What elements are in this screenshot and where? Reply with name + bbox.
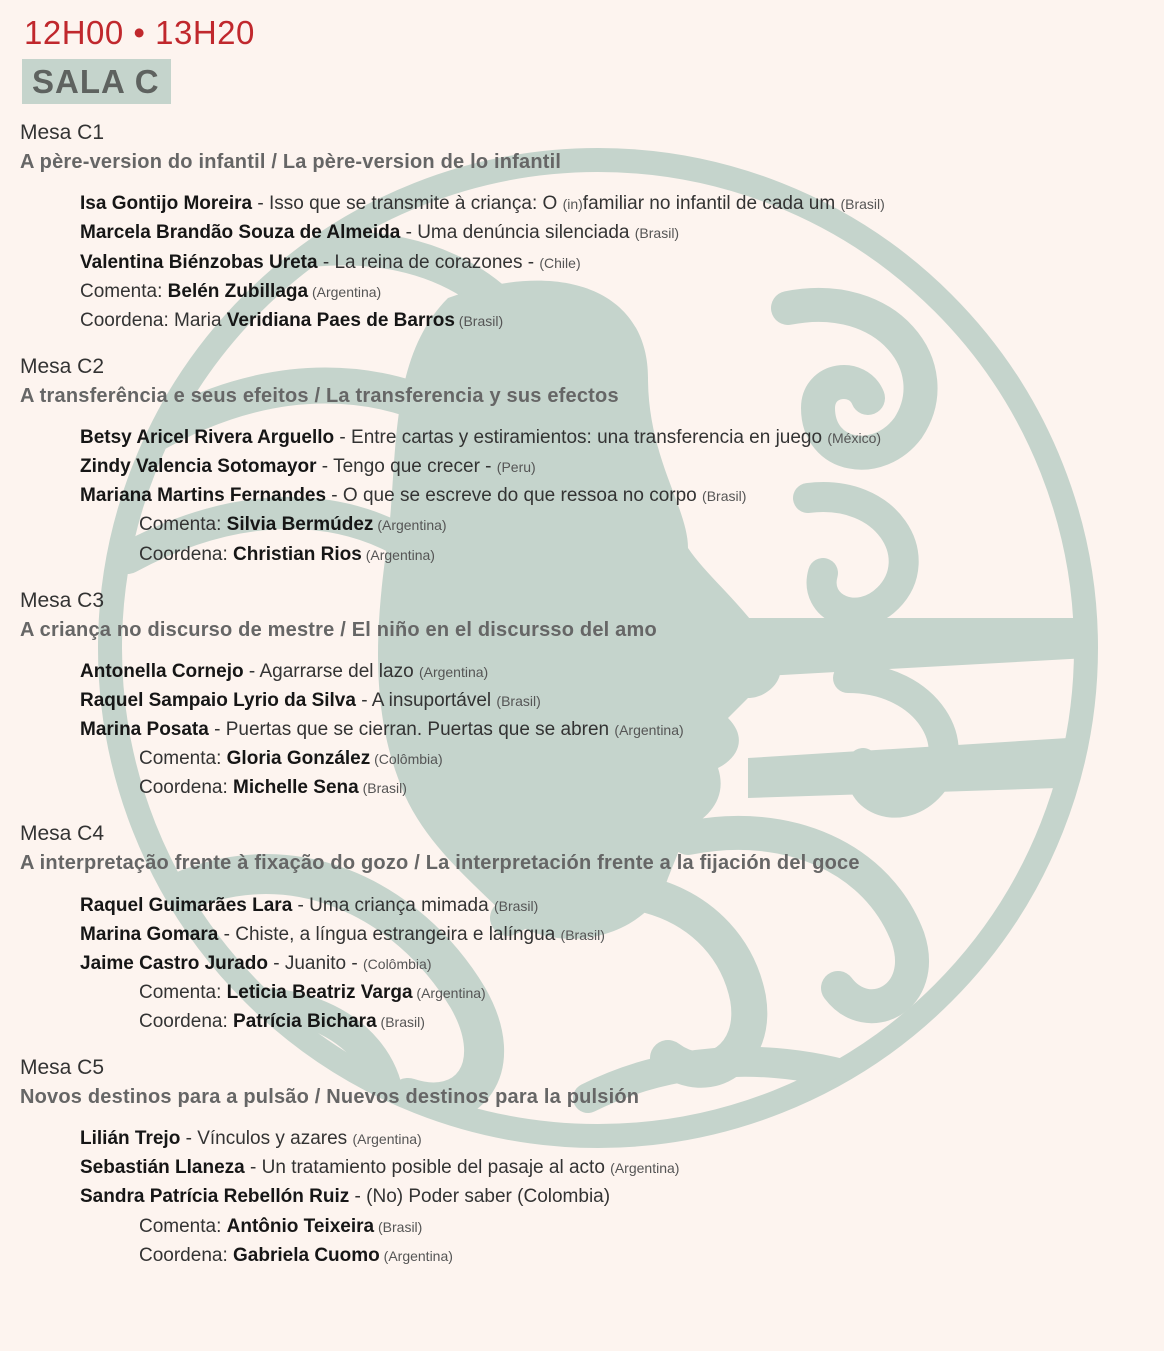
- commentator-name: Gloria González: [226, 748, 371, 769]
- coordena-row: Coordena: Christian Rios (Argentina): [139, 544, 435, 565]
- talk-title: Entre cartas y estiramientos: una transferencia en juego: [351, 427, 828, 448]
- talk-row: Zindy Valencia Sotomayor - Tengo que crecer - (Peru): [80, 456, 536, 477]
- talk-row: Marina Gomara - Chiste, a língua estrangeira e lalíngua (Brasil): [80, 924, 605, 945]
- talk-title: familiar no infantil de cada um: [582, 193, 841, 214]
- country: (Brasil): [376, 1014, 425, 1030]
- speaker-name: Zindy Valencia Sotomayor: [80, 456, 317, 477]
- talk-title: Tengo que crecer -: [333, 456, 497, 477]
- country: (Brasil): [840, 196, 885, 212]
- speaker-name: Raquel Guimarães Lara: [80, 895, 293, 916]
- comenta-row: Comenta: Gloria González (Colômbia): [139, 748, 443, 769]
- comenta-row: Comenta: Leticia Beatriz Varga (Argentina): [139, 982, 486, 1003]
- mesa-c3-title: A criança no discurso de mestre / El niño en el discursso del amo: [20, 619, 657, 641]
- speaker-name: Lilián Trejo: [80, 1128, 181, 1149]
- talk-row: Mariana Martins Fernandes - O que se escreve do que ressoa no corpo (Brasil): [80, 485, 747, 506]
- mesa-c2-title: A transferência e seus efeitos / La transferencia y sus efectos: [20, 385, 619, 407]
- talk-title-prefix: (in): [562, 196, 583, 212]
- country: (Argentina): [352, 1131, 422, 1147]
- speaker-name: Sandra Patrícia Rebellón Ruiz: [80, 1186, 350, 1207]
- talk-title: Un tratamiento posible del pasaje al acto: [261, 1157, 611, 1178]
- talk-title: O que se escreve do que ressoa no corpo: [342, 485, 703, 506]
- country: (Argentina): [379, 1248, 453, 1264]
- mesa-c1-label: Mesa C1: [20, 121, 105, 144]
- talk-row: Sebastián Llaneza - Un tratamiento posible del pasaje al acto (Argentina): [80, 1157, 680, 1178]
- country: (Colômbia): [363, 956, 432, 972]
- talk-title: Vínculos y azares: [197, 1128, 353, 1149]
- country: (Argentina): [361, 547, 435, 563]
- talk-row: Valentina Biénzobas Ureta - La reina de corazones - (Chile): [80, 252, 581, 273]
- country: (Argentina): [412, 985, 486, 1001]
- talk-title: Uma denúncia silenciada: [417, 222, 635, 243]
- speaker-name: Marcela Brandão Souza de Almeida: [80, 222, 401, 243]
- country: (Argentina): [418, 664, 489, 680]
- speaker-name: Antonella Cornejo: [80, 661, 244, 682]
- talk-title: Puertas que se cierran. Puertas que se abren: [225, 719, 615, 740]
- coordena-row: Coordena: Michelle Sena (Brasil): [139, 777, 407, 798]
- talk-row: Marina Posata - Puertas que se cierran. Puertas que se abren (Argentina): [80, 719, 684, 740]
- country: (Argentina): [373, 517, 447, 533]
- comenta-row: Comenta: Belén Zubillaga (Argentina): [80, 281, 382, 302]
- speaker-name: Marina Posata: [80, 719, 209, 740]
- country: (Colômbia): [370, 751, 443, 767]
- country: (Peru): [496, 459, 536, 475]
- talk-row: Jaime Castro Jurado - Juanito - (Colômbia): [80, 953, 432, 974]
- comenta-row: Comenta: Antônio Teixeira (Brasil): [139, 1216, 423, 1237]
- talk-title: Isso que se transmite à criança: O: [268, 193, 563, 214]
- country: (Brasil): [560, 927, 605, 943]
- coordinator-name: Michelle Sena: [233, 777, 359, 798]
- commentator-name: Belén Zubillaga: [167, 281, 309, 302]
- talk-title: Uma criança mimada: [309, 895, 494, 916]
- talk-row: Raquel Sampaio Lyrio da Silva - A insuportável (Brasil): [80, 690, 541, 711]
- speaker-name: Mariana Martins Fernandes: [80, 485, 327, 506]
- talk-title: Juanito -: [284, 953, 364, 974]
- mesa-c1-title: A père-version do infantil / La père-version de lo infantil: [20, 151, 562, 173]
- country: (Brasil): [374, 1219, 423, 1235]
- talk-row: Raquel Guimarães Lara - Uma criança mimada (Brasil): [80, 895, 539, 916]
- talk-title: Chiste, a língua estrangeira e lalíngua: [235, 924, 561, 945]
- mesa-c4-label: Mesa C4: [20, 822, 105, 845]
- country: (Brasil): [634, 225, 680, 241]
- country: (Brasil): [702, 488, 747, 504]
- talk-row: Antonella Cornejo - Agarrarse del lazo (Argentina): [80, 661, 489, 682]
- speaker-name: Betsy Aricel Rivera Arguello: [80, 427, 335, 448]
- commentator-name: Silvia Bermúdez: [226, 514, 374, 535]
- talk-title: A insuportável: [371, 690, 497, 711]
- coordena-row: Coordena: Patrícia Bichara (Brasil): [139, 1011, 425, 1032]
- speaker-name: Marina Gomara: [80, 924, 219, 945]
- talk-row: Lilián Trejo - Vínculos y azares (Argentina): [80, 1128, 422, 1149]
- coordinator-name: Christian Rios: [233, 544, 362, 565]
- talk-title: Agarrarse del lazo: [259, 661, 419, 682]
- country: (Brasil): [493, 898, 539, 914]
- coordinator-name: Gabriela Cuomo: [233, 1245, 380, 1266]
- country: (Brasil): [496, 693, 541, 709]
- talk-title: (No) Poder saber (Colombia): [366, 1186, 611, 1207]
- mesa-c2-label: Mesa C2: [20, 355, 105, 378]
- comenta-row: Comenta: Silvia Bermúdez (Argentina): [139, 514, 447, 535]
- session-time: 12H00 • 13H20: [24, 14, 255, 51]
- country: (Brasil): [358, 780, 407, 796]
- mesa-c5-label: Mesa C5: [20, 1056, 105, 1079]
- coordinator-name: Patrícia Bichara: [233, 1011, 377, 1032]
- speaker-name: Valentina Biénzobas Ureta: [80, 252, 318, 273]
- room-badge: SALA C: [22, 59, 171, 104]
- speaker-name: Jaime Castro Jurado: [80, 953, 268, 974]
- commentator-name: Leticia Beatriz Varga: [226, 982, 413, 1003]
- commentator-name: Antônio Teixeira: [226, 1216, 375, 1237]
- country: (Argentina): [610, 1160, 680, 1176]
- talk-row: Marcela Brandão Souza de Almeida - Uma denúncia silenciada (Brasil): [80, 222, 680, 243]
- speaker-name: Sebastián Llaneza: [80, 1157, 245, 1178]
- speaker-name: Isa Gontijo Moreira: [80, 193, 253, 214]
- country: (Argentina): [614, 722, 684, 738]
- country: (México): [827, 430, 882, 446]
- talk-row: Isa Gontijo Moreira - Isso que se transmite à criança: O (in)familiar no infantil de cada um (Brasil): [80, 193, 885, 214]
- country: (Argentina): [308, 284, 382, 300]
- mesa-c4-title: A interpretação frente à fixação do gozo / La interpretación frente a la fijación del goce: [20, 852, 860, 874]
- mesa-c5-title: Novos destinos para a pulsão / Nuevos destinos para la pulsión: [20, 1086, 640, 1108]
- country: (Chile): [539, 255, 581, 271]
- talk-row: Betsy Aricel Rivera Arguello - Entre cartas y estiramientos: una transferencia en juego (México): [80, 427, 882, 448]
- mesa-c3-label: Mesa C3: [20, 589, 105, 612]
- country: (Brasil): [454, 313, 504, 329]
- talk-title: La reina de corazones -: [334, 252, 540, 273]
- coordinator-name: Veridiana Paes de Barros: [226, 310, 455, 331]
- coordena-row: Coordena: Gabriela Cuomo (Argentina): [139, 1245, 453, 1266]
- speaker-name: Raquel Sampaio Lyrio da Silva: [80, 690, 356, 711]
- coordena-row: Coordena: Maria Veridiana Paes de Barros (Brasil): [80, 310, 504, 331]
- talk-row: Sandra Patrícia Rebellón Ruiz - (No) Poder saber (Colombia): [80, 1186, 611, 1207]
